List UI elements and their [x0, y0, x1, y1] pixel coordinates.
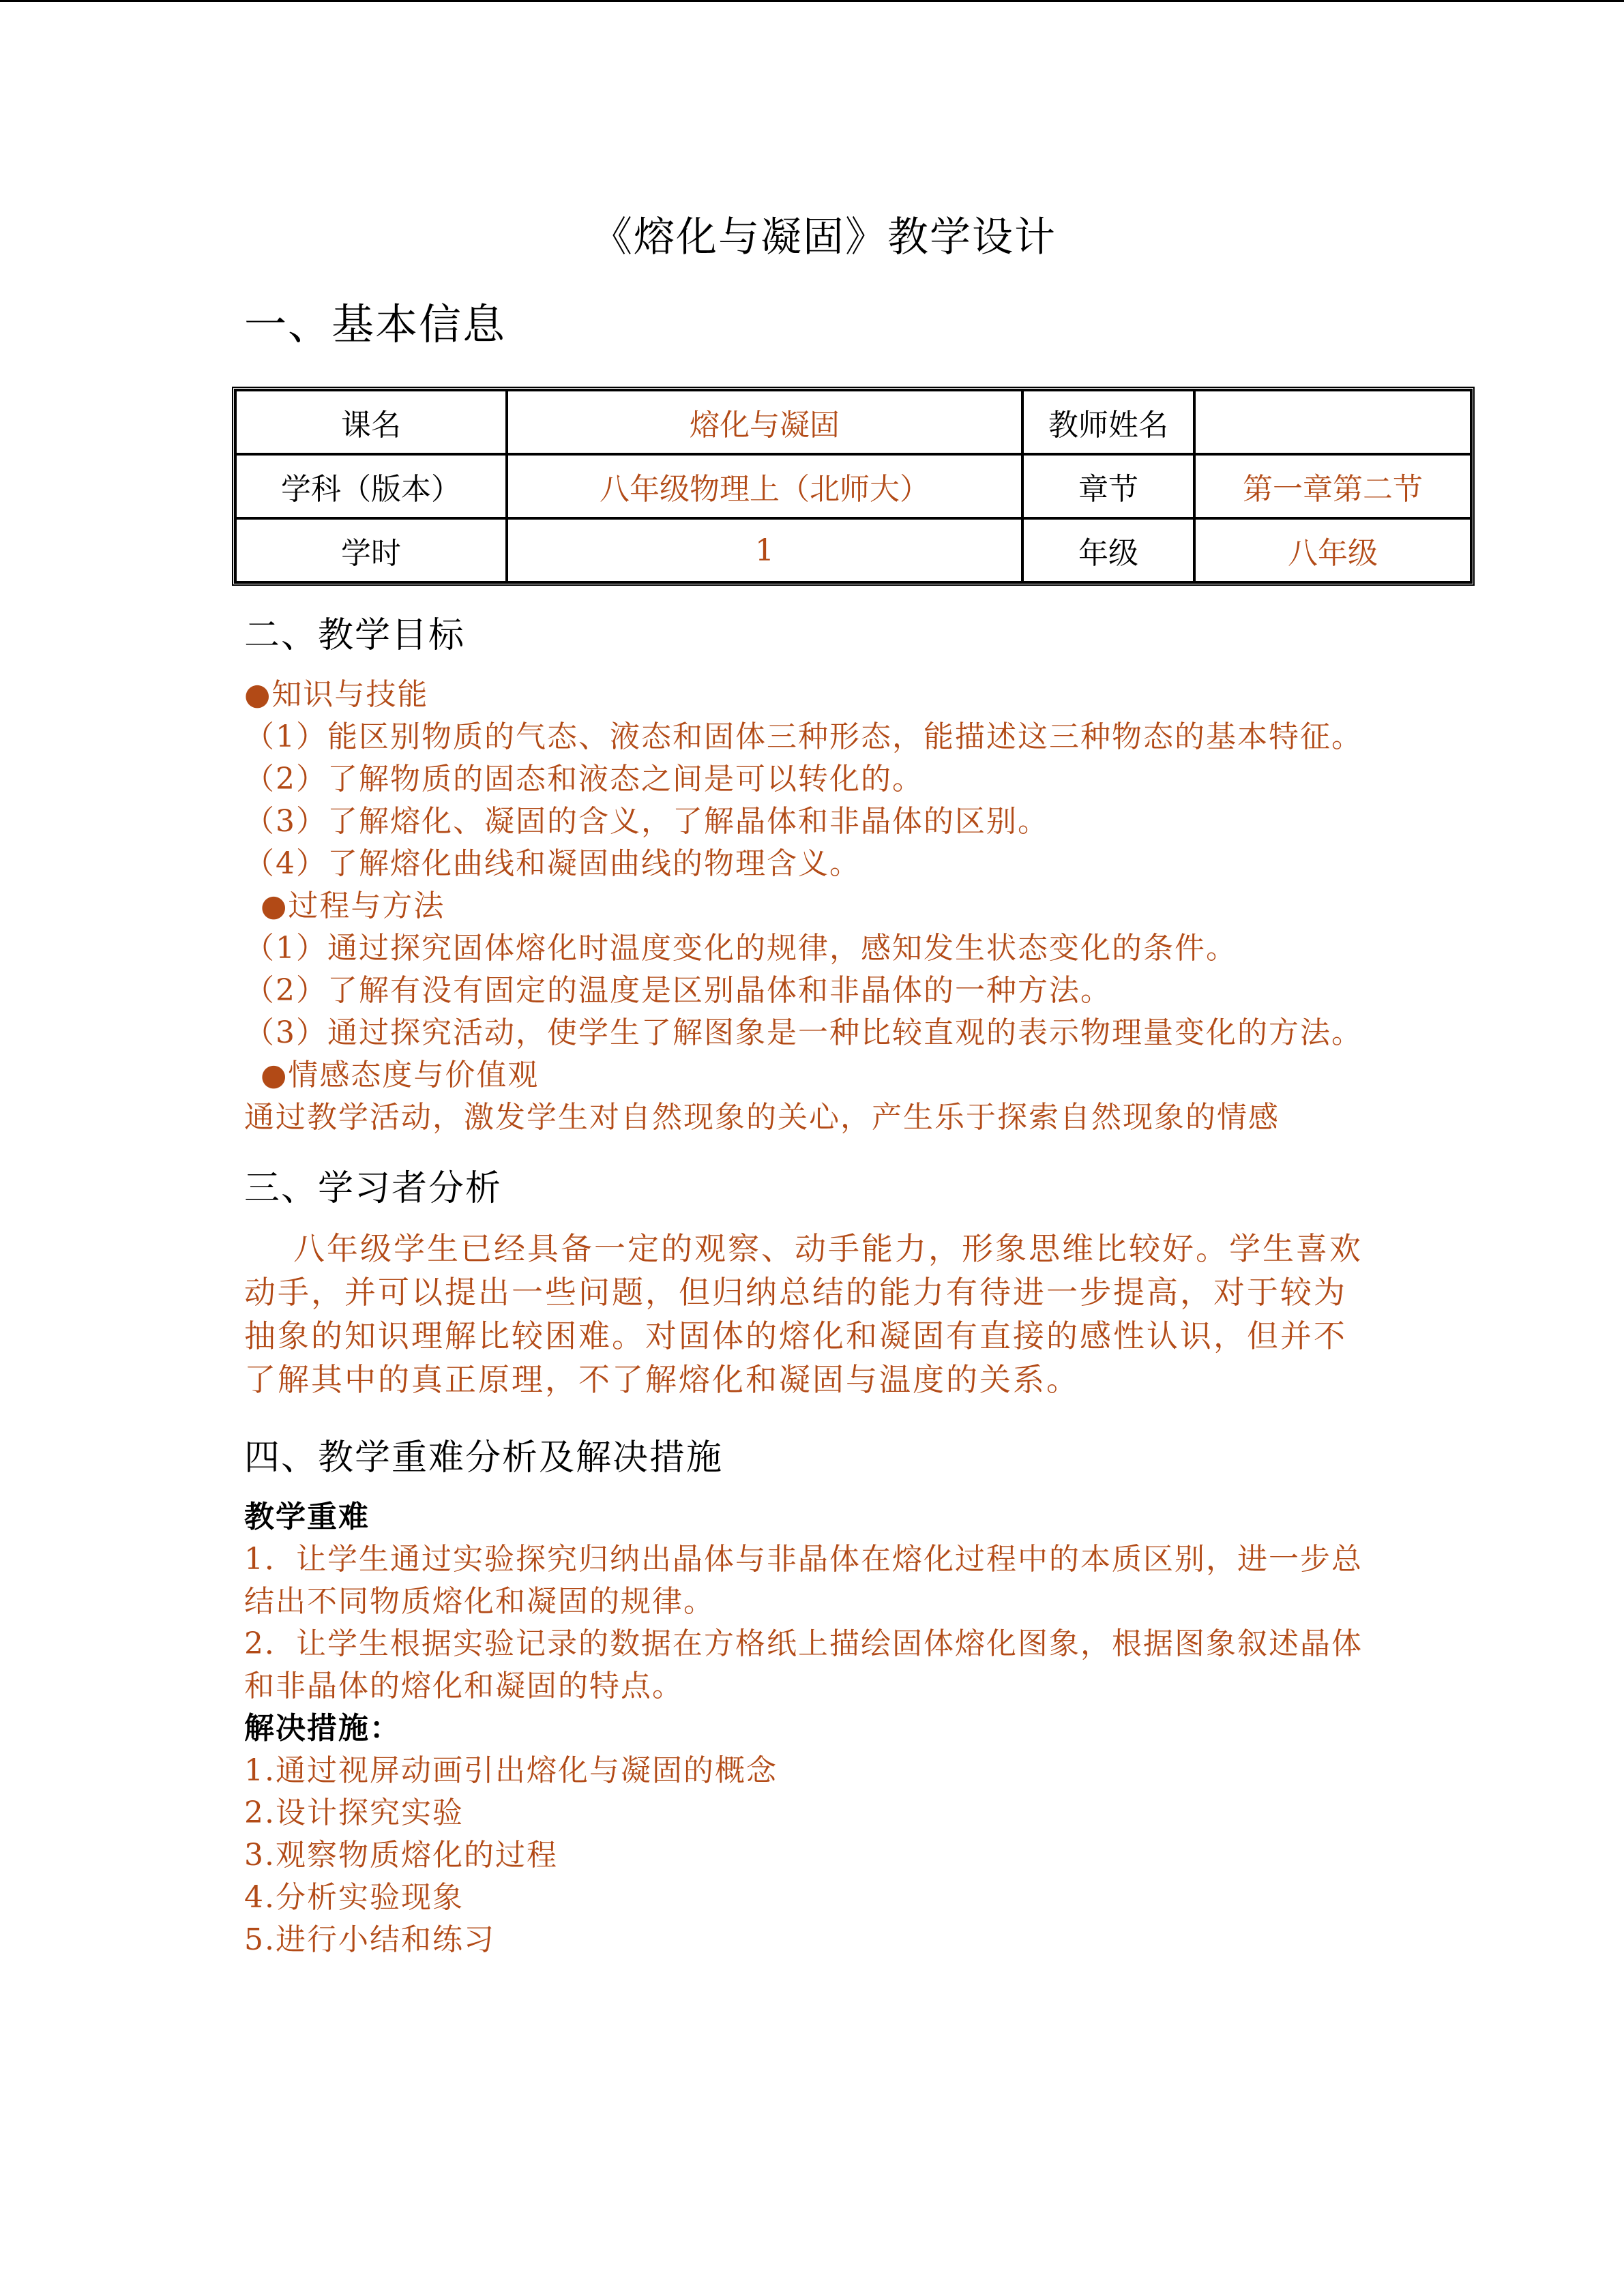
goal-item: （1）通过探究固体熔化时温度变化的规律，感知发生状态变化的条件。: [244, 931, 1237, 966]
table-cell-label: 学时: [235, 518, 507, 582]
measures-label: 解决措施：: [244, 1711, 401, 1746]
table-cell-value: 第一章第二节: [1194, 454, 1471, 518]
measure-item: 3.观察物质熔化的过程: [244, 1838, 558, 1873]
goal-item: （1）能区别物质的气态、液态和固体三种形态，能描述这三种物态的基本特征。: [244, 719, 1363, 754]
table-cell-value: 1: [507, 518, 1022, 582]
document-title: 《熔化与凝固》教学设计: [591, 213, 1057, 261]
goal-item: 通过教学活动，激发学生对自然现象的关心，产生乐于探索自然现象的情感: [244, 1100, 1280, 1135]
table-cell-label: 学科（版本）: [235, 454, 507, 518]
table-cell-label: 年级: [1022, 518, 1194, 582]
table-cell-value: 八年级物理上（北师大）: [507, 454, 1022, 518]
difficulty-label: 教学重难: [244, 1500, 370, 1534]
table-cell-label: 章节: [1022, 454, 1194, 518]
measure-item: 5.进行小结和练习: [244, 1922, 495, 1957]
table-cell-label: 教师姓名: [1022, 390, 1194, 454]
measure-item: 2.设计探究实验: [244, 1795, 464, 1830]
section-heading-teaching-goals: 二、教学目标: [244, 615, 466, 656]
table-row: [235, 454, 1471, 518]
difficulty-item: 2．让学生根据实验记录的数据在方格纸上描绘固体熔化图象，根据图象叙述晶体和非晶体的熔化和凝固的特点。: [244, 1626, 1363, 1703]
measure-item: 4.分析实验现象: [244, 1880, 464, 1915]
table-row: [235, 518, 1471, 582]
goal-group-label: ●情感态度与价值观: [261, 1058, 540, 1092]
goal-group-label: ●知识与技能: [244, 677, 429, 712]
table-cell-value: 熔化与凝固: [507, 390, 1022, 454]
learner-analysis-paragraph: 八年级学生已经具备一定的观察、动手能力，形象思维比较好。学生喜欢动手，并可以提出一些问题，但归纳总结的能力有待进一步提高，对于较为抽象的知识理解比较困难。对固体的熔化和凝固有直接的感性认识，但并不了解其中的真正原理，不了解熔化和凝固与温度的关系。: [244, 1230, 1363, 1398]
table-cell-value: [1194, 390, 1471, 454]
goal-item: （2）了解有没有固定的温度是区别晶体和非晶体的一种方法。: [244, 973, 1112, 1008]
section-heading-learner-analysis: 三、学习者分析: [244, 1168, 503, 1209]
measure-item: 1.通过视屏动画引出熔化与凝固的概念: [244, 1753, 778, 1788]
difficulty-item: 1．让学生通过实验探究归纳出晶体与非晶体在熔化过程中的本质区别，进一步总结出不同物质熔化和凝固的规律。: [244, 1542, 1363, 1619]
section-heading-basic-info: 一、基本信息: [244, 299, 507, 349]
goal-item: （2）了解物质的固态和液态之间是可以转化的。: [244, 762, 924, 796]
goal-item: （3）了解熔化、凝固的含义，了解晶体和非晶体的区别。: [244, 804, 1049, 839]
table-cell-value: 八年级: [1194, 518, 1471, 582]
goal-item: （3）通过探究活动，使学生了解图象是一种比较直观的表示物理量变化的方法。: [244, 1015, 1363, 1050]
table-row: [235, 390, 1471, 454]
goal-item: （4）了解熔化曲线和凝固曲线的物理含义。: [244, 846, 861, 881]
document-page: [244, 205, 1423, 1961]
goal-group-label: ●过程与方法: [261, 889, 445, 923]
basic-info-table: [232, 387, 1475, 586]
section-heading-difficulties: 四、教学重难分析及解决措施: [244, 1437, 724, 1478]
table-cell-label: 课名: [235, 390, 507, 454]
top-border-line: [0, 0, 1624, 2]
